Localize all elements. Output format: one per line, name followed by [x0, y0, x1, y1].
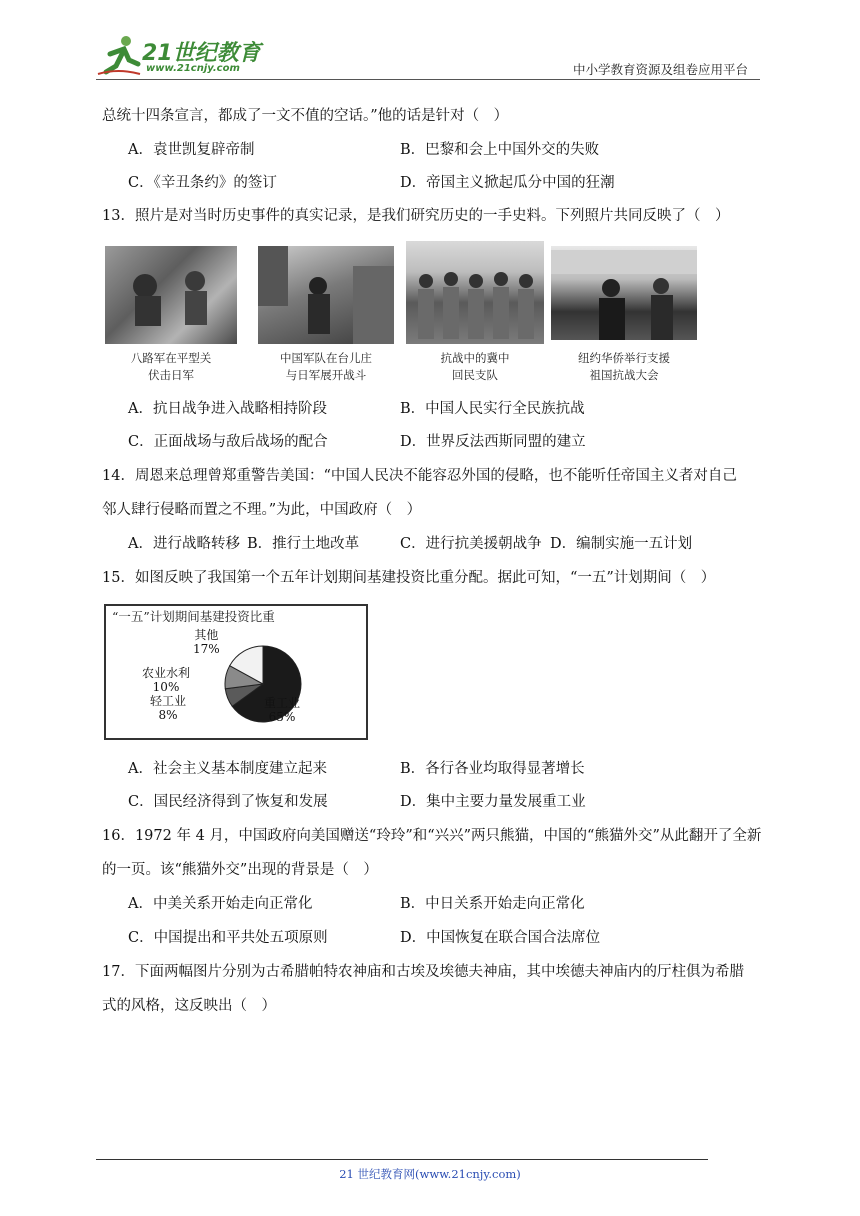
header-divider: [96, 79, 760, 80]
photo-taierzhuang: [258, 246, 394, 344]
pie-label-agriculture: [142, 666, 190, 694]
photo-4-caption-line2: 祖国抗战大会: [589, 368, 659, 382]
q12-option-c[interactable]: C．《辛丑条约》的签订: [128, 175, 277, 191]
photo-3-caption-line2: 回民支队: [452, 368, 498, 382]
pie-label-light-industry: [150, 694, 186, 722]
footer-divider: [96, 1159, 708, 1160]
q16-stem-line1: 16．1972 年 4 月，中国政府向美国赠送“玲玲”和“兴兴”两只熊猫，中国的“熊猫外交”从此翻开了全新: [102, 828, 762, 844]
photo-1-caption-line2: 伏击日军: [148, 368, 194, 382]
photo-1-caption-line1: 八路军在平型关: [130, 351, 212, 365]
site-logo: [96, 32, 266, 80]
platform-name: 中小学教育资源及组卷应用平台: [573, 62, 749, 77]
pie-label-agriculture-name: 农业水利: [142, 666, 191, 680]
q15-option-a[interactable]: A．社会主义基本制度建立起来: [128, 761, 327, 777]
photo-4-caption-line1: 纽约华侨举行支援: [578, 351, 670, 365]
pie-label-heavy-industry: [264, 696, 300, 724]
q15-option-d[interactable]: D．集中主要力量发展重工业: [400, 794, 586, 810]
logo-sub-text: www.21cnjy.com: [146, 63, 240, 74]
pie-label-other-pct: 17%: [193, 642, 220, 656]
q15-option-c[interactable]: C．国民经济得到了恢复和发展: [128, 794, 328, 810]
q13-option-d[interactable]: D．世界反法西斯同盟的建立: [400, 434, 586, 450]
q14-stem-line1: 14．周恩来总理曾郑重警告美国：“中国人民决不能容忍外国的侵略，也不能听任帝国主义者对自己: [102, 468, 737, 484]
photo-3-caption-line1: 抗战中的冀中: [440, 351, 510, 365]
pie-label-other-name: 其他: [194, 628, 219, 642]
photo-newyork-rally: [551, 246, 697, 340]
q14-option-d[interactable]: D．编制实施一五计划: [550, 536, 693, 552]
pie-label-light-industry-name: 轻工业: [150, 694, 187, 708]
q12-option-a[interactable]: A．袁世凯复辟帝制: [128, 142, 255, 158]
pie-label-heavy-industry-name: 重工业: [264, 696, 301, 710]
q13-option-a[interactable]: A．抗日战争进入战略相持阶段: [128, 401, 327, 417]
logo-main-text: 21世纪教育: [142, 41, 261, 66]
runner-logo-icon: [96, 34, 142, 78]
pie-label-light-industry-pct: 8%: [158, 708, 178, 722]
q14-option-b[interactable]: B．推行土地改革: [247, 536, 360, 552]
q16-option-b[interactable]: B．中日关系开始走向正常化: [400, 896, 585, 912]
photo-huimin-detachment: [406, 241, 544, 344]
q12-option-d[interactable]: D．帝国主义掀起瓜分中国的狂潮: [400, 175, 615, 191]
pie-label-other: [193, 628, 220, 656]
q16-stem-line2: 的一页。该“熊猫外交”出现的背景是（ ）: [102, 862, 378, 878]
q13-option-c[interactable]: C．正面战场与敌后战场的配合: [128, 434, 328, 450]
chart-title: “一五”计划期间基建投资比重: [112, 609, 275, 624]
q17-stem-line1: 17．下面两幅图片分别为古希腊帕特农神庙和古埃及埃德夫神庙，其中埃德夫神庙内的厅柱俱为希腊: [102, 964, 744, 980]
q12-option-b[interactable]: B．巴黎和会上中国外交的失败: [400, 142, 600, 158]
q16-option-c[interactable]: C．中国提出和平共处五项原则: [128, 930, 328, 946]
q14-option-a[interactable]: A．进行战略转移: [128, 536, 240, 552]
q15-option-b[interactable]: B．各行各业均取得显著增长: [400, 761, 585, 777]
q13-stem: 13．照片是对当时历史事件的真实记录，是我们研究历史的一手史料。下列照片共同反映了（ ）: [102, 208, 730, 224]
q14-option-c[interactable]: C．进行抗美援朝战争: [400, 536, 542, 552]
photo-pingxingguan: [105, 246, 237, 344]
pie-label-agriculture-pct: 10%: [152, 680, 180, 694]
q17-stem-line2: 式的风格，这反映出（ ）: [102, 998, 276, 1014]
pie-chart-frame: [104, 604, 368, 740]
q13-option-b[interactable]: B．中国人民实行全民族抗战: [400, 401, 585, 417]
photo-2-caption-line2: 与日军展开战斗: [285, 368, 367, 382]
footer-text[interactable]: 21 世纪教育网(www.21cnjy.com): [339, 1167, 521, 1181]
q16-option-a[interactable]: A．中美关系开始走向正常化: [128, 896, 313, 912]
q15-stem: 15．如图反映了我国第一个五年计划期间基建投资比重分配。据此可知，“一五”计划期间（ ）: [102, 570, 716, 586]
q16-option-d[interactable]: D．中国恢复在联合国合法席位: [400, 930, 601, 946]
q12-stem-continuation: 总统十四条宣言，都成了一文不值的空话。”他的话是针对（ ）: [102, 108, 509, 124]
photo-2-caption-line1: 中国军队在台儿庄: [280, 351, 372, 365]
q14-stem-line2: 邻人肆行侵略而置之不理。”为此，中国政府（ ）: [102, 502, 422, 518]
pie-label-heavy-industry-pct: 65%: [268, 710, 296, 724]
